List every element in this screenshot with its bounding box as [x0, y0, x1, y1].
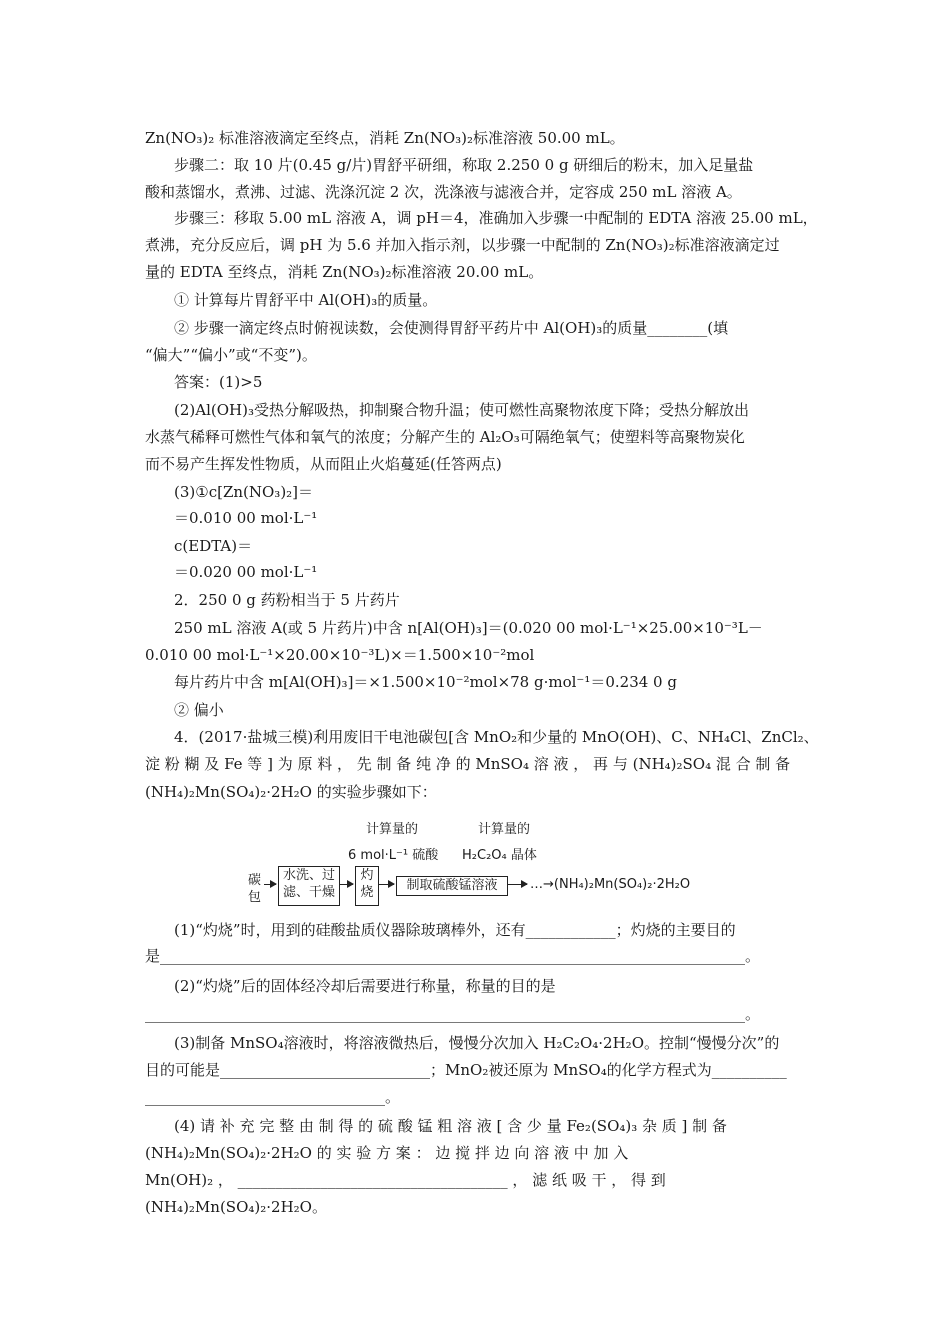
- text-line: 是______________________________________________________________________________。: [145, 947, 761, 965]
- text-line: ＝0.020 00 mol·L⁻¹: [174, 563, 318, 581]
- text-line: ② 步骤一滴定终点时俯视读数，会使测得胃舒平药片中 Al(OH)₃的质量________(填: [174, 319, 729, 337]
- diagram-product: …→(NH₄)₂Mn(SO₄)₂·2H₂O: [530, 877, 691, 892]
- text-line: “偏大”“偏小”或“不变”)。: [145, 346, 317, 364]
- text-line: (2)Al(OH)₃受热分解吸热，抑制聚合物升温；使可燃性高聚物浓度下降；受热分解放出: [174, 401, 749, 419]
- text-line: 每片药片中含 m[Al(OH)₃]＝×1.500×10⁻²mol×78 g·mol⁻¹＝0.234 0 g: [174, 673, 677, 691]
- text-line: (4) 请 补 充 完 整 由 制 得 的 硫 酸 锰 粗 溶 液 [ 含 少 量 Fe₂(SO₄)₃ 杂 质 ] 制 备: [174, 1117, 727, 1135]
- text-line: Mn(OH)₂ ， ____________________________________ ， 滤 纸 吸 干 ， 得 到: [145, 1171, 666, 1189]
- text-line: 目的可能是____________________________；MnO₂被还原为 MnSO₄的化学方程式为__________: [145, 1061, 787, 1079]
- text-line: ________________________________________________________________________________。: [145, 1005, 761, 1023]
- diagram-reagent-oxalic-acid: H₂C₂O₄ 晶体: [462, 848, 537, 863]
- text-line: Zn(NO₃)₂ 标准溶液滴定至终点，消耗 Zn(NO₃)₂标准溶液 50.00 mL。: [145, 129, 625, 147]
- diagram-label-reagent1-amount: 计算量的: [366, 822, 419, 837]
- text-line: ② 偏小: [174, 701, 224, 719]
- text-line: (NH₄)₂Mn(SO₄)₂·2H₂O 的 实 验 方 案 ： 边 搅 拌 边 向 溶 液 中 加 入: [145, 1144, 629, 1162]
- text-line: (NH₄)₂Mn(SO₄)₂·2H₂O 的实验步骤如下：: [145, 783, 437, 801]
- diagram-reagent-sulfuric-acid: 6 mol·L⁻¹ 硫酸: [348, 848, 439, 863]
- diagram-step-wash-filter-dry: 水洗、过 滤、干燥: [278, 866, 340, 906]
- text-line: 步骤二：取 10 片(0.45 g/片)胃舒平研细，称取 2.250 0 g 研细后的粉末，加入足量盐: [174, 156, 754, 174]
- text-line: c(EDTA)＝: [174, 537, 253, 555]
- text-line: 量的 EDTA 至终点，消耗 Zn(NO₃)₂标准溶液 20.00 mL。: [145, 263, 544, 281]
- text-line: 答案：(1)>5: [174, 373, 263, 391]
- flow-diagram: [238, 818, 778, 914]
- text-line: (2)“灼烧”后的固体经冷却后需要进行称量，称量的目的是: [174, 977, 556, 995]
- diagram-arrow-3: [378, 884, 394, 885]
- text-line: 2．250 0 g 药粉相当于 5 片药片: [174, 591, 400, 609]
- diagram-arrow-2: [339, 884, 353, 885]
- text-line: 步骤三：移取 5.00 mL 溶液 A，调 pH＝4，准确加入步骤一中配制的 EDTA 溶液 25.00 mL，: [174, 209, 818, 227]
- text-line: 250 mL 溶液 A(或 5 片药片)中含 n[Al(OH)₃]＝(0.020 00 mol·L⁻¹×25.00×10⁻³L－: [174, 619, 763, 637]
- diagram-arrow-1: [264, 884, 276, 885]
- text-line: (3)①c[Zn(NO₃)₂]＝: [174, 483, 314, 501]
- text-line: 而不易产生挥发性物质，从而阻止火焰蔓延(任答两点): [145, 455, 502, 473]
- diagram-label-reagent2-amount: 计算量的: [478, 822, 531, 837]
- text-line: 酸和蒸馏水，煮沸、过滤、洗涤沉淀 2 次，洗涤液与滤液合并，定容成 250 mL 溶液 A。: [145, 183, 742, 201]
- text-line: ① 计算每片胃舒平中 Al(OH)₃的质量。: [174, 291, 438, 309]
- text-line: 水蒸气稀释可燃性气体和氧气的浓度；分解产生的 Al₂O₃可隔绝氧气；使塑料等高聚物炭化: [145, 428, 745, 446]
- text-line: ________________________________。: [145, 1088, 401, 1106]
- text-line: 淀 粉 糊 及 Fe 等 ] 为 原 料 ， 先 制 备 纯 净 的 MnSO₄ 溶 液 ， 再 与 (NH₄)₂SO₄ 混 合 制 备: [145, 755, 791, 773]
- text-line: ＝0.010 00 mol·L⁻¹: [174, 509, 318, 527]
- diagram-step-prepare-mnso4: 制取硫酸锰溶液: [396, 876, 508, 896]
- text-line: (3)制备 MnSO₄溶液时，将溶液微热后，慢慢分次加入 H₂C₂O₄·2H₂O。控制“慢慢分次”的: [174, 1034, 780, 1052]
- text-line: 4．(2017·盐城三模)利用废旧干电池碳包[含 MnO₂和少量的 MnO(OH)、C、NH₄Cl、ZnCl₂、: [174, 728, 819, 746]
- text-line: (NH₄)₂Mn(SO₄)₂·2H₂O。: [145, 1198, 327, 1216]
- text-line: 煮沸，充分反应后，调 pH 为 5.6 并加入指示剂，以步骤一中配制的 Zn(NO₃)₂标准溶液滴定过: [145, 236, 780, 254]
- text-line: 0.010 00 mol·L⁻¹×20.00×10⁻³L)×＝1.500×10⁻²mol: [145, 646, 535, 664]
- diagram-arrow-4: [507, 884, 527, 885]
- diagram-start-carbon-pack: 碳 包: [248, 873, 262, 905]
- diagram-step-roast: 灼 烧: [355, 866, 379, 906]
- text-line: (1)“灼烧”时，用到的硅酸盐质仪器除玻璃棒外，还有____________；灼烧的主要目的: [174, 921, 736, 939]
